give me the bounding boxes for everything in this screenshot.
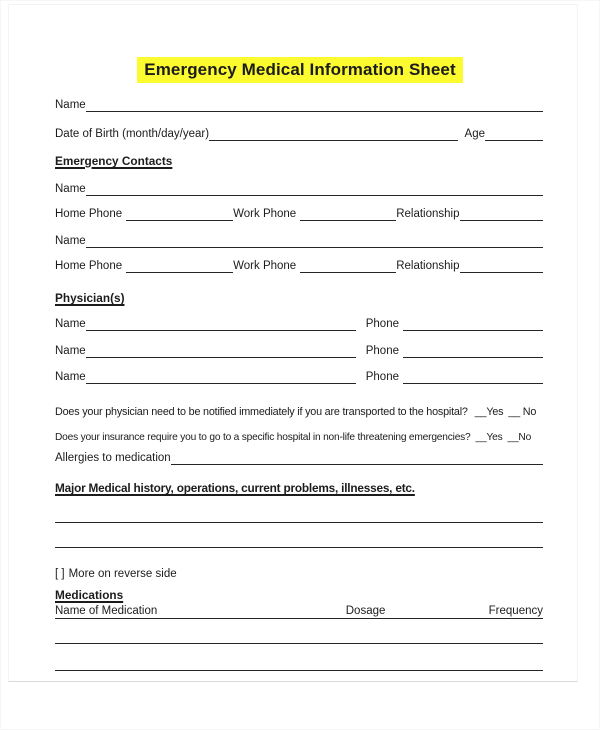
relationship-label: Relationship [396,260,460,272]
col-name-of-medication: Name of Medication [55,605,158,617]
name-label: Name [55,345,86,357]
phone-label: Phone [365,345,399,357]
physician1-row [55,314,543,331]
q1-yes-blank[interactable]: __Yes [474,406,504,418]
q2-no-blank[interactable]: __No [507,432,532,443]
physician2-phone-line[interactable] [403,344,543,358]
question-physician-notify [55,402,543,419]
name-label: Name [55,235,86,247]
contact1-relationship-line[interactable] [460,207,544,221]
question-text: Does your physician need to be notified immediately if you are transported to the hospital? [55,406,468,418]
allergies-row [55,448,543,465]
emergency-contacts-heading: Emergency Contacts [55,154,173,168]
contact2-phones-row [55,256,543,273]
physician1-name-line[interactable] [86,317,356,331]
contact2-name-row [55,231,543,248]
history-blank-row [55,506,543,523]
medication-blank-row [55,627,543,644]
history-blank-row [55,531,543,548]
contact2-name-line[interactable] [86,234,543,248]
col-frequency: Frequency [488,605,543,617]
patient-name-line[interactable] [86,98,543,112]
medications-heading: Medications [55,588,124,602]
name-label: Name [55,371,86,383]
physician2-row [55,341,543,358]
physician2-name-line[interactable] [86,344,356,358]
more-on-reverse-row [55,564,543,581]
more-on-reverse-label: More on reverse side [68,568,177,580]
name-label: Name [55,99,86,111]
history-line-2[interactable] [55,534,543,548]
medication-blank-row [55,654,543,671]
history-line-1[interactable] [55,509,543,523]
dob-row [55,124,543,141]
name-label: Name [55,183,86,195]
q2-yes-blank[interactable]: __Yes [475,432,503,443]
medication-line-2[interactable] [55,657,543,671]
dob-label: Date of Birth (month/day/year) [55,128,210,140]
contact1-work-phone-line[interactable] [300,207,396,221]
reverse-side-checkbox[interactable]: [ ] [55,568,65,580]
col-dosage: Dosage [345,605,386,617]
contact2-work-phone-line[interactable] [300,259,396,273]
title-row [0,57,600,83]
physician1-phone-line[interactable] [403,317,543,331]
contact1-name-line[interactable] [86,182,543,196]
question-insurance-hospital [55,427,543,444]
phone-label: Phone [365,318,399,330]
contact1-name-row [55,179,543,196]
contact2-relationship-line[interactable] [460,259,544,273]
physician3-name-line[interactable] [86,370,356,384]
name-label: Name [55,318,86,330]
phone-label: Phone [365,371,399,383]
contact1-home-phone-line[interactable] [126,207,233,221]
relationship-label: Relationship [396,208,460,220]
medication-line-1[interactable] [55,630,543,644]
age-line[interactable] [485,127,543,141]
work-phone-label: Work Phone [233,260,297,272]
form-title: Emergency Medical Information Sheet [137,57,462,83]
contact2-home-phone-line[interactable] [126,259,233,273]
physician3-row [55,367,543,384]
work-phone-label: Work Phone [233,208,297,220]
home-phone-label: Home Phone [55,260,123,272]
allergies-line[interactable] [171,451,543,465]
medical-history-heading: Major Medical history, operations, current problems, illnesses, etc. [55,481,415,495]
medications-header-row [55,601,543,619]
contact1-phones-row [55,204,543,221]
age-label: Age [464,128,485,140]
allergies-label: Allergies to medication [55,452,171,464]
page-bottom-edge [9,681,577,682]
physicians-heading: Physician(s) [55,291,125,305]
patient-name-row [55,95,543,112]
question-text: Does your insurance require you to go to a specific hospital in non-life threatening emergencies? [55,432,471,443]
dob-line[interactable] [209,127,457,141]
q1-no-blank[interactable]: __ No [508,406,537,418]
home-phone-label: Home Phone [55,208,123,220]
physician3-phone-line[interactable] [403,370,543,384]
